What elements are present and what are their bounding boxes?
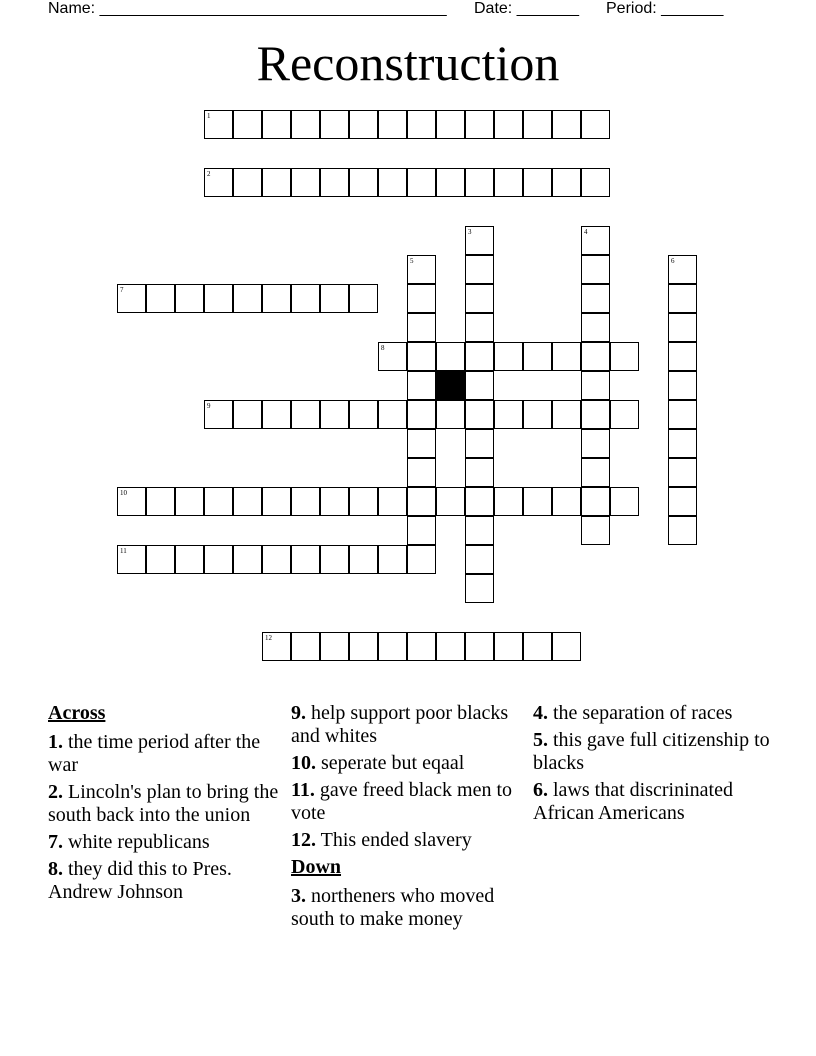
crossword-cell[interactable] <box>494 632 523 661</box>
crossword-cell[interactable] <box>581 487 610 516</box>
crossword-cell[interactable] <box>407 632 436 661</box>
crossword-cell[interactable] <box>291 110 320 139</box>
clue-number-label: 9 <box>207 402 211 410</box>
crossword-cell[interactable] <box>407 545 436 574</box>
clue-number-label: 5 <box>410 257 414 265</box>
crossword-cell[interactable] <box>378 632 407 661</box>
clue-across-10 <box>291 752 517 775</box>
clue-number-label: 12 <box>265 634 272 642</box>
clue-number-label: 8 <box>381 344 385 352</box>
crossword-cell[interactable] <box>436 168 465 197</box>
crossword-cell[interactable] <box>233 545 262 574</box>
clue-across-1 <box>48 731 284 777</box>
crossword-cell[interactable] <box>349 487 378 516</box>
down-heading: Down <box>291 856 342 878</box>
clue-number-label: 10 <box>120 489 127 497</box>
clue-number: 7. <box>48 831 63 853</box>
crossword-cell[interactable] <box>320 632 349 661</box>
clues-column-1 <box>48 702 284 908</box>
crossword-cell[interactable] <box>523 487 552 516</box>
crossword-cell[interactable] <box>117 487 146 516</box>
clue-number: 12. <box>291 829 316 851</box>
clue-down-5 <box>533 729 773 775</box>
crossword-cell[interactable] <box>349 168 378 197</box>
crossword-cell[interactable] <box>117 284 146 313</box>
crossword-cell[interactable] <box>552 110 581 139</box>
crossword-cell[interactable] <box>581 400 610 429</box>
crossword-cell[interactable] <box>262 168 291 197</box>
crossword-cell[interactable] <box>262 284 291 313</box>
clue-text: This ended slavery <box>320 829 472 851</box>
crossword-cell[interactable] <box>233 487 262 516</box>
clue-across-8 <box>48 858 284 904</box>
crossword-cell[interactable] <box>407 284 436 313</box>
crossword-cell[interactable] <box>204 284 233 313</box>
crossword-cell[interactable] <box>378 342 407 371</box>
crossword-cell[interactable] <box>465 574 494 603</box>
crossword-cell[interactable] <box>523 168 552 197</box>
blocked-cell <box>436 371 465 400</box>
crossword-cell[interactable] <box>320 110 349 139</box>
crossword-cell[interactable] <box>668 400 697 429</box>
crossword-cell[interactable] <box>668 342 697 371</box>
crossword-cell[interactable] <box>465 516 494 545</box>
crossword-cell[interactable] <box>320 487 349 516</box>
crossword-cell[interactable] <box>610 400 639 429</box>
crossword-cell[interactable] <box>262 545 291 574</box>
crossword-cell[interactable] <box>465 400 494 429</box>
clue-text: northeners who moved south to make money <box>291 885 495 930</box>
crossword-cell[interactable] <box>465 255 494 284</box>
crossword-cell[interactable] <box>407 458 436 487</box>
crossword-cell[interactable] <box>175 545 204 574</box>
clue-number: 10. <box>291 752 316 774</box>
clue-across-9 <box>291 702 517 748</box>
clue-across-12 <box>291 829 517 852</box>
crossword-cell[interactable] <box>407 429 436 458</box>
clue-across-2 <box>48 781 284 827</box>
crossword-cell[interactable] <box>465 545 494 574</box>
crossword-cell[interactable] <box>465 487 494 516</box>
crossword-cell[interactable] <box>465 371 494 400</box>
crossword-cell[interactable] <box>465 342 494 371</box>
crossword-cell[interactable] <box>262 487 291 516</box>
crossword-cell[interactable] <box>378 545 407 574</box>
crossword-cell[interactable] <box>378 168 407 197</box>
crossword-cell[interactable] <box>378 110 407 139</box>
clue-down-4 <box>533 702 773 725</box>
crossword-cell[interactable] <box>407 371 436 400</box>
crossword-cell[interactable] <box>552 168 581 197</box>
crossword-cell[interactable] <box>349 400 378 429</box>
crossword-cell[interactable] <box>291 545 320 574</box>
crossword-cell[interactable] <box>291 400 320 429</box>
crossword-cell[interactable] <box>233 168 262 197</box>
clue-number: 4. <box>533 702 548 724</box>
crossword-cell[interactable] <box>262 632 291 661</box>
clue-text: Lincoln's plan to bring the south back into the union <box>48 781 279 826</box>
crossword-cell[interactable] <box>233 400 262 429</box>
crossword-cell[interactable] <box>436 110 465 139</box>
crossword-cell[interactable] <box>320 400 349 429</box>
crossword-cell[interactable] <box>523 342 552 371</box>
crossword-cell[interactable] <box>581 255 610 284</box>
crossword-cell[interactable] <box>436 342 465 371</box>
crossword-cell[interactable] <box>407 255 436 284</box>
clues-column-2 <box>291 702 517 935</box>
crossword-cell[interactable] <box>668 429 697 458</box>
page-title: Reconstruction <box>256 35 560 91</box>
crossword-cell[interactable] <box>523 400 552 429</box>
crossword-cell[interactable] <box>668 487 697 516</box>
crossword-cell[interactable] <box>552 632 581 661</box>
crossword-cell[interactable] <box>204 168 233 197</box>
crossword-cell[interactable] <box>436 400 465 429</box>
clue-across-11 <box>291 779 517 825</box>
crossword-cell[interactable] <box>494 487 523 516</box>
crossword-cell[interactable] <box>407 168 436 197</box>
crossword-cell[interactable] <box>407 342 436 371</box>
clue-number: 6. <box>533 779 548 801</box>
crossword-cell[interactable] <box>581 110 610 139</box>
crossword-cell[interactable] <box>349 632 378 661</box>
period-field-label[interactable]: Period: _______ <box>606 0 724 17</box>
crossword-cell[interactable] <box>320 168 349 197</box>
clue-down-6 <box>533 779 773 825</box>
clue-text: gave freed black men to vote <box>291 779 513 824</box>
clue-number: 11. <box>291 779 315 801</box>
crossword-cell[interactable] <box>378 487 407 516</box>
crossword-cell[interactable] <box>262 400 291 429</box>
crossword-cell[interactable] <box>668 284 697 313</box>
clue-number-label: 2 <box>207 170 211 178</box>
crossword-cell[interactable] <box>378 400 407 429</box>
crossword-cell[interactable] <box>465 458 494 487</box>
clue-text: they did this to Pres. Andrew Johnson <box>48 858 232 903</box>
crossword-cell[interactable] <box>204 487 233 516</box>
clue-number: 8. <box>48 858 63 880</box>
crossword-cell[interactable] <box>407 400 436 429</box>
clue-text: white republicans <box>68 831 210 853</box>
crossword-cell[interactable] <box>320 284 349 313</box>
crossword-cell[interactable] <box>668 313 697 342</box>
across-heading: Across <box>48 702 106 724</box>
crossword-cell[interactable] <box>668 371 697 400</box>
crossword-cell[interactable] <box>465 429 494 458</box>
clue-text: laws that discrininated African Americans <box>533 779 733 824</box>
crossword-cell[interactable] <box>436 632 465 661</box>
clue-text: seperate but eqaal <box>321 752 465 774</box>
name-field-label[interactable]: Name: _______________________________________ <box>48 0 447 17</box>
crossword-cell[interactable] <box>233 284 262 313</box>
crossword-cell[interactable] <box>668 255 697 284</box>
crossword-cell[interactable] <box>465 632 494 661</box>
crossword-cell[interactable] <box>233 110 262 139</box>
clue-number: 1. <box>48 731 63 753</box>
crossword-cell[interactable] <box>175 487 204 516</box>
clue-number-label: 1 <box>207 112 211 120</box>
crossword-cell[interactable] <box>204 545 233 574</box>
crossword-cell[interactable] <box>581 226 610 255</box>
crossword-cell[interactable] <box>465 110 494 139</box>
crossword-cell[interactable] <box>552 400 581 429</box>
crossword-cell[interactable] <box>494 110 523 139</box>
crossword-cell[interactable] <box>407 487 436 516</box>
crossword-cell[interactable] <box>146 545 175 574</box>
crossword-cell[interactable] <box>465 226 494 255</box>
crossword-cell[interactable] <box>581 516 610 545</box>
crossword-cell[interactable] <box>610 487 639 516</box>
clue-text: this gave full citizenship to blacks <box>533 729 770 774</box>
clue-number: 3. <box>291 885 306 907</box>
crossword-cell[interactable] <box>581 429 610 458</box>
crossword-cell[interactable] <box>581 168 610 197</box>
crossword-cell[interactable] <box>465 168 494 197</box>
clue-number: 5. <box>533 729 548 751</box>
crossword-cell[interactable] <box>349 110 378 139</box>
clue-number-label: 6 <box>671 257 675 265</box>
clue-number: 9. <box>291 702 306 724</box>
crossword-cell[interactable] <box>581 342 610 371</box>
crossword-cell[interactable] <box>494 168 523 197</box>
clue-text: the separation of races <box>553 702 733 724</box>
crossword-cell[interactable] <box>349 545 378 574</box>
crossword-cell[interactable] <box>204 110 233 139</box>
crossword-cell[interactable] <box>465 284 494 313</box>
crossword-cell[interactable] <box>291 487 320 516</box>
crossword-cell[interactable] <box>349 284 378 313</box>
crossword-cell[interactable] <box>291 168 320 197</box>
clue-across-7 <box>48 831 284 854</box>
clue-number-label: 7 <box>120 286 124 294</box>
crossword-cell[interactable] <box>552 487 581 516</box>
clues-column-3 <box>533 702 773 829</box>
crossword-cell[interactable] <box>523 110 552 139</box>
crossword-cell[interactable] <box>494 400 523 429</box>
crossword-cell[interactable] <box>581 458 610 487</box>
crossword-cell[interactable] <box>523 632 552 661</box>
crossword-cell[interactable] <box>668 516 697 545</box>
crossword-cell[interactable] <box>320 545 349 574</box>
clue-number-label: 11 <box>120 547 127 555</box>
crossword-cell[interactable] <box>407 516 436 545</box>
clue-text: the time period after the war <box>48 731 261 776</box>
clue-number-label: 3 <box>468 228 472 236</box>
clue-number: 2. <box>48 781 63 803</box>
crossword-cell[interactable] <box>262 110 291 139</box>
crossword-cell[interactable] <box>146 487 175 516</box>
crossword-cell[interactable] <box>407 110 436 139</box>
crossword-cell[interactable] <box>581 371 610 400</box>
crossword-cell[interactable] <box>291 284 320 313</box>
crossword-cell[interactable] <box>436 487 465 516</box>
clue-number-label: 4 <box>584 228 588 236</box>
crossword-cell[interactable] <box>204 400 233 429</box>
crossword-cell[interactable] <box>610 342 639 371</box>
date-field-label[interactable]: Date: _______ <box>474 0 579 17</box>
crossword-cell[interactable] <box>465 313 494 342</box>
crossword-cell[interactable] <box>552 342 581 371</box>
crossword-cell[interactable] <box>146 284 175 313</box>
crossword-cell[interactable] <box>407 313 436 342</box>
crossword-cell[interactable] <box>581 284 610 313</box>
crossword-cell[interactable] <box>175 284 204 313</box>
crossword-cell[interactable] <box>291 632 320 661</box>
clue-down-3 <box>291 885 517 931</box>
crossword-cell[interactable] <box>668 458 697 487</box>
crossword-cell[interactable] <box>581 313 610 342</box>
clue-text: help support poor blacks and whites <box>291 702 509 747</box>
crossword-cell[interactable] <box>494 342 523 371</box>
crossword-cell[interactable] <box>117 545 146 574</box>
